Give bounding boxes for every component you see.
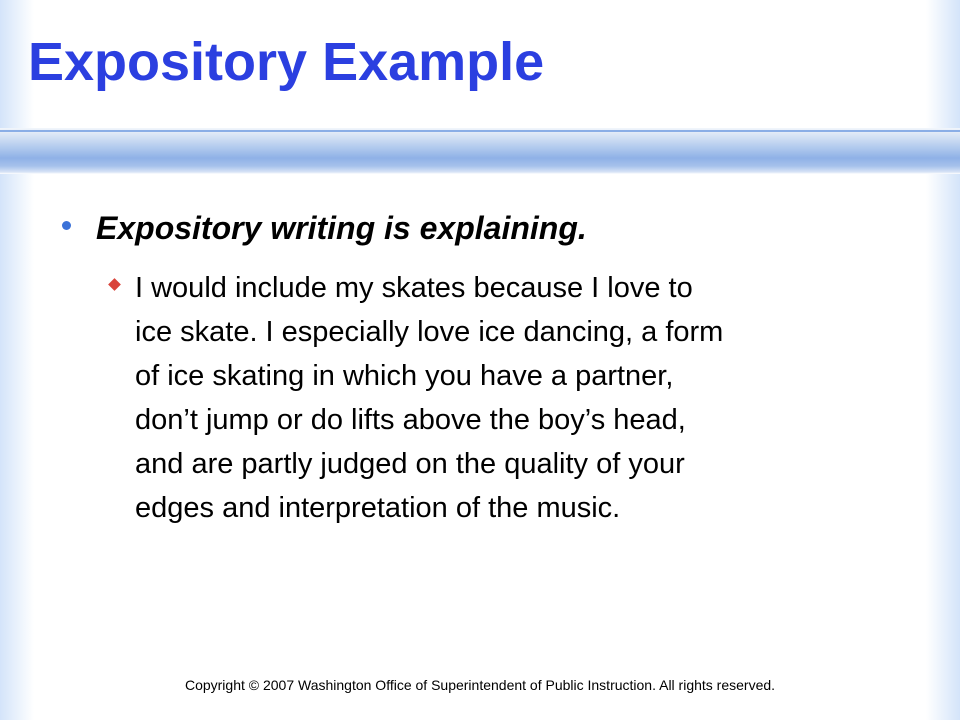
diamond-bullet-icon [108,278,121,291]
sub-bullet-line: don’t jump or do lifts above the boy’s head, [135,404,686,436]
copyright-footer: Copyright © 2007 Washington Office of Superintendent of Public Instruction. All rights reserved. [184,677,776,693]
sub-bullet-line: of ice skating in which you have a partner, [135,360,674,392]
bullet-text: Expository writing is explaining. [96,210,587,246]
sub-bullet-line: I would include my skates because I love to [135,272,693,304]
sub-bullet-line: ice skate. I especially love ice dancing, a form [135,316,724,348]
slide-title: Expository Example [28,32,545,92]
sub-bullet-line: and are partly judged on the quality of your [135,448,685,480]
sub-bullet-line: edges and interpretation of the music. [135,492,621,524]
round-bullet-icon [62,221,71,230]
sub-bullet-text [135,266,905,530]
